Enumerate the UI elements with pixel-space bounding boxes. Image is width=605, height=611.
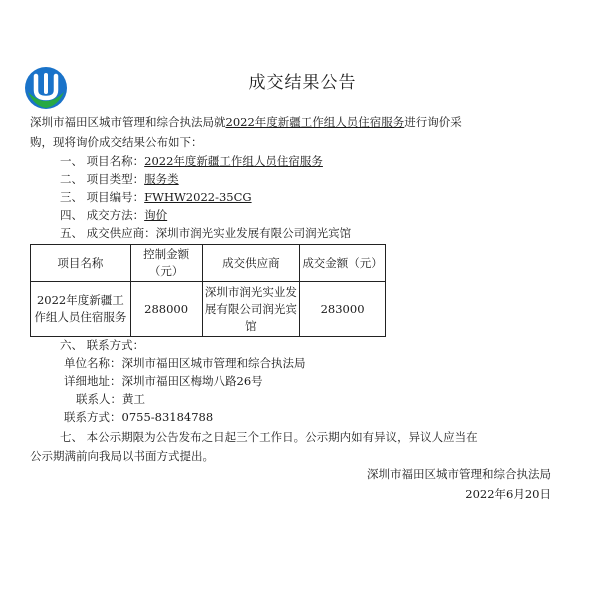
item-project-type: 二、 项目类型：服务类 xyxy=(60,172,179,186)
table-header: 成交供应商 xyxy=(202,245,300,282)
item-project-number: 三、 项目编号：FWHW2022-35CG xyxy=(60,190,252,204)
intro-line-2: 购，现将询价成交结果公布如下： xyxy=(30,135,203,149)
table-cell: 深圳市润光实业发展有限公司润光宾馆 xyxy=(202,282,300,337)
table-header: 控制金额（元） xyxy=(130,245,202,282)
result-table xyxy=(30,244,386,337)
intro-line-1: 深圳市福田区城市管理和综合执法局就2022年度新疆工作组人员住宿服务进行询价采 xyxy=(30,115,462,129)
table-cell: 288000 xyxy=(130,282,202,337)
item-supplier: 五、 成交供应商：深圳市润光实业发展有限公司润光宾馆 xyxy=(60,226,352,240)
notice-line-2: 公示期满前向我局以书面方式提出。 xyxy=(30,449,214,463)
notice-line-1: 七、 本公示期限为公告发布之日起三个工作日。公示期内如有异议，异议人应当在 xyxy=(60,430,478,444)
contact-person: 联系人：黄工 xyxy=(76,392,145,406)
table-cell: 2022年度新疆工作组人员住宿服务 xyxy=(31,282,131,337)
item-project-name: 一、 项目名称：2022年度新疆工作组人员住宿服务 xyxy=(60,154,323,168)
intro-project-name: 2022年度新疆工作组人员住宿服务 xyxy=(225,115,405,129)
signature-org: 深圳市福田区城市管理和综合执法局 xyxy=(367,467,551,481)
item-method: 四、 成交方法：询价 xyxy=(60,208,168,222)
signature-date: 2022年6月20日 xyxy=(465,487,551,501)
table-header: 成交金额（元） xyxy=(300,245,386,282)
contact-phone: 联系方式：0755-83184788 xyxy=(64,410,214,424)
table-header: 项目名称 xyxy=(31,245,131,282)
contact-unit: 单位名称：深圳市福田区城市管理和综合执法局 xyxy=(64,356,306,370)
page-title: 成交结果公告 xyxy=(248,73,357,93)
contact-heading: 六、 联系方式： xyxy=(60,338,145,352)
table-row xyxy=(31,282,386,337)
table-cell: 283000 xyxy=(300,282,386,337)
contact-address: 详细地址：深圳市福田区梅坳八路26号 xyxy=(64,374,263,388)
table-header-row xyxy=(31,245,386,282)
